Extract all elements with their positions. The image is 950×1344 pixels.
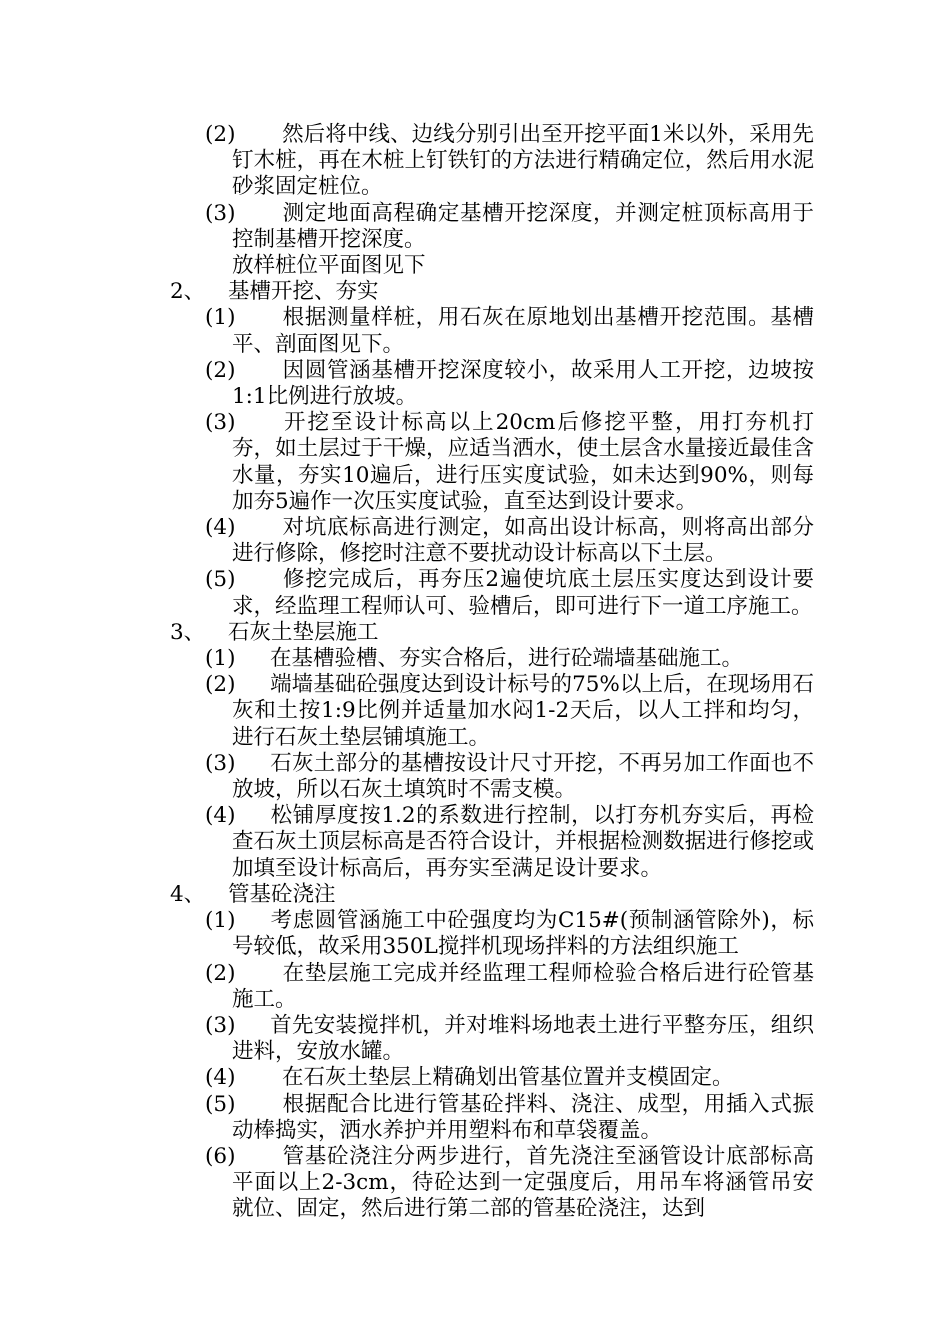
list-item <box>0 122 814 201</box>
list-item <box>0 410 814 515</box>
item-text: 石灰土部分的基槽按设计尺寸开挖，不再另加工作面也不放坡，所以石灰土填筑时不需支模。 <box>232 750 814 803</box>
item-number: (2) <box>205 672 236 698</box>
item-text: 首先安装搅拌机，并对堆料场地表土进行平整夯压，组织进料，安放水罐。 <box>232 1012 814 1065</box>
paragraph: 放样桩位平面图见下 <box>232 253 426 279</box>
list-item <box>0 908 814 960</box>
item-number: (2) <box>205 357 236 383</box>
list-item <box>0 672 814 751</box>
list-item <box>0 305 814 357</box>
item-text: 在基槽验槽、夯实合格后，进行砼端墙基础施工。 <box>270 646 744 672</box>
list-item <box>0 803 814 882</box>
item-text: 在垫层施工完成并经监理工程师检验合格后进行砼管基施工。 <box>232 960 814 1012</box>
item-number: (3) <box>205 200 236 226</box>
item-number: (5) <box>205 1091 236 1117</box>
item-number: (4) <box>205 803 236 829</box>
list-item <box>0 1065 814 1091</box>
item-text: 松铺厚度按1.2的系数进行控制，以打夯机夯实后，再检查石灰土顶层标高是否符合设计，并根据检测数据进行修挖或加填至设计标高后，再夯实至满足设计要求。 <box>232 803 814 881</box>
item-number: (1) <box>205 646 236 672</box>
item-number: (1) <box>205 305 236 331</box>
section-heading <box>0 620 950 646</box>
list-item <box>0 515 814 567</box>
item-text: 根据配合比进行管基砼拌料、浇注、成型，用插入式振动棒捣实，洒水养护并用塑料布和草袋覆盖。 <box>232 1091 814 1143</box>
section-title: 管基砼浇注 <box>228 881 336 907</box>
item-text: 开挖至设计标高以上20cm后修挖平整，用打夯机打夯，如土层过于干燥，应适当洒水，使土层含水量接近最佳含水量，夯实10遍后，进行压实度试验，如未达到90%，则每加夯5遍作一次压实度试验，直至达到设计要求。 <box>232 410 814 514</box>
item-text: 然后将中线、边线分别引出至开挖平面1米以外，采用先钉木桩，再在木桩上钉铁钉的方法进行精确定位，然后用水泥砂浆固定桩位。 <box>232 122 814 200</box>
list-item <box>0 201 814 253</box>
item-text: 考虑圆管涵施工中砼强度均为C15#(预制涵管除外)，标号较低，故采用350L搅拌机现场拌料的方法组织施工 <box>232 908 814 960</box>
item-number: (4) <box>205 515 236 541</box>
item-text: 修挖完成后，再夯压2遍使坑底土层压实度达到设计要求，经监理工程师认可、验槽后，即可进行下一道工序施工。 <box>232 567 814 619</box>
item-text: 根据测量样桩，用石灰在原地划出基槽开挖范围。基槽平、剖面图见下。 <box>232 305 814 357</box>
item-text: 在石灰土垫层上精确划出管基位置并支模固定。 <box>282 1065 734 1091</box>
item-number: (6) <box>205 1143 236 1169</box>
list-item <box>0 1144 814 1223</box>
list-item <box>0 358 814 410</box>
document-body <box>0 122 950 1223</box>
list-item <box>0 751 814 803</box>
list-item <box>0 1092 814 1144</box>
list-item <box>0 646 814 672</box>
item-text: 测定地面高程确定基槽开挖深度，并测定桩顶标高用于控制基槽开挖深度。 <box>232 200 814 252</box>
item-number: (3) <box>205 750 236 776</box>
item-number: (1) <box>205 908 236 934</box>
section-number: 4、 <box>170 881 206 907</box>
item-text: 因圆管涵基槽开挖深度较小，故采用人工开挖，边坡按1:1比例进行放坡。 <box>232 357 814 410</box>
item-number: (5) <box>205 567 236 593</box>
list-item <box>0 961 814 1013</box>
list-item <box>0 1013 814 1065</box>
section-number: 3、 <box>170 619 206 645</box>
item-text: 管基砼浇注分两步进行，首先浇注至涵管设计底部标高平面以上2-3cm，待砼达到一定强度后，用吊车将涵管吊安就位、固定，然后进行第二部的管基砼浇注，达到 <box>232 1143 814 1222</box>
section-title: 基槽开挖、夯实 <box>228 279 379 305</box>
section-number: 2、 <box>170 279 206 305</box>
item-number: (2) <box>205 960 236 986</box>
list-item <box>0 567 814 619</box>
item-number: (3) <box>205 410 236 436</box>
section-heading <box>0 882 950 908</box>
item-text: 端墙基础砼强度达到设计标号的75%以上后，在现场用石灰和土按1:9比例并适量加水闷1-2天后，以人工拌和均匀，进行石灰土垫层铺填施工。 <box>232 672 814 750</box>
section-heading <box>0 279 950 305</box>
item-number: (3) <box>205 1012 236 1038</box>
item-number: (2) <box>205 122 236 147</box>
item-text: 对坑底标高进行测定，如高出设计标高，则将高出部分进行修除，修挖时注意不要扰动设计标高以下土层。 <box>232 515 814 567</box>
item-number: (4) <box>205 1065 236 1091</box>
section-title: 石灰土垫层施工 <box>228 619 379 645</box>
